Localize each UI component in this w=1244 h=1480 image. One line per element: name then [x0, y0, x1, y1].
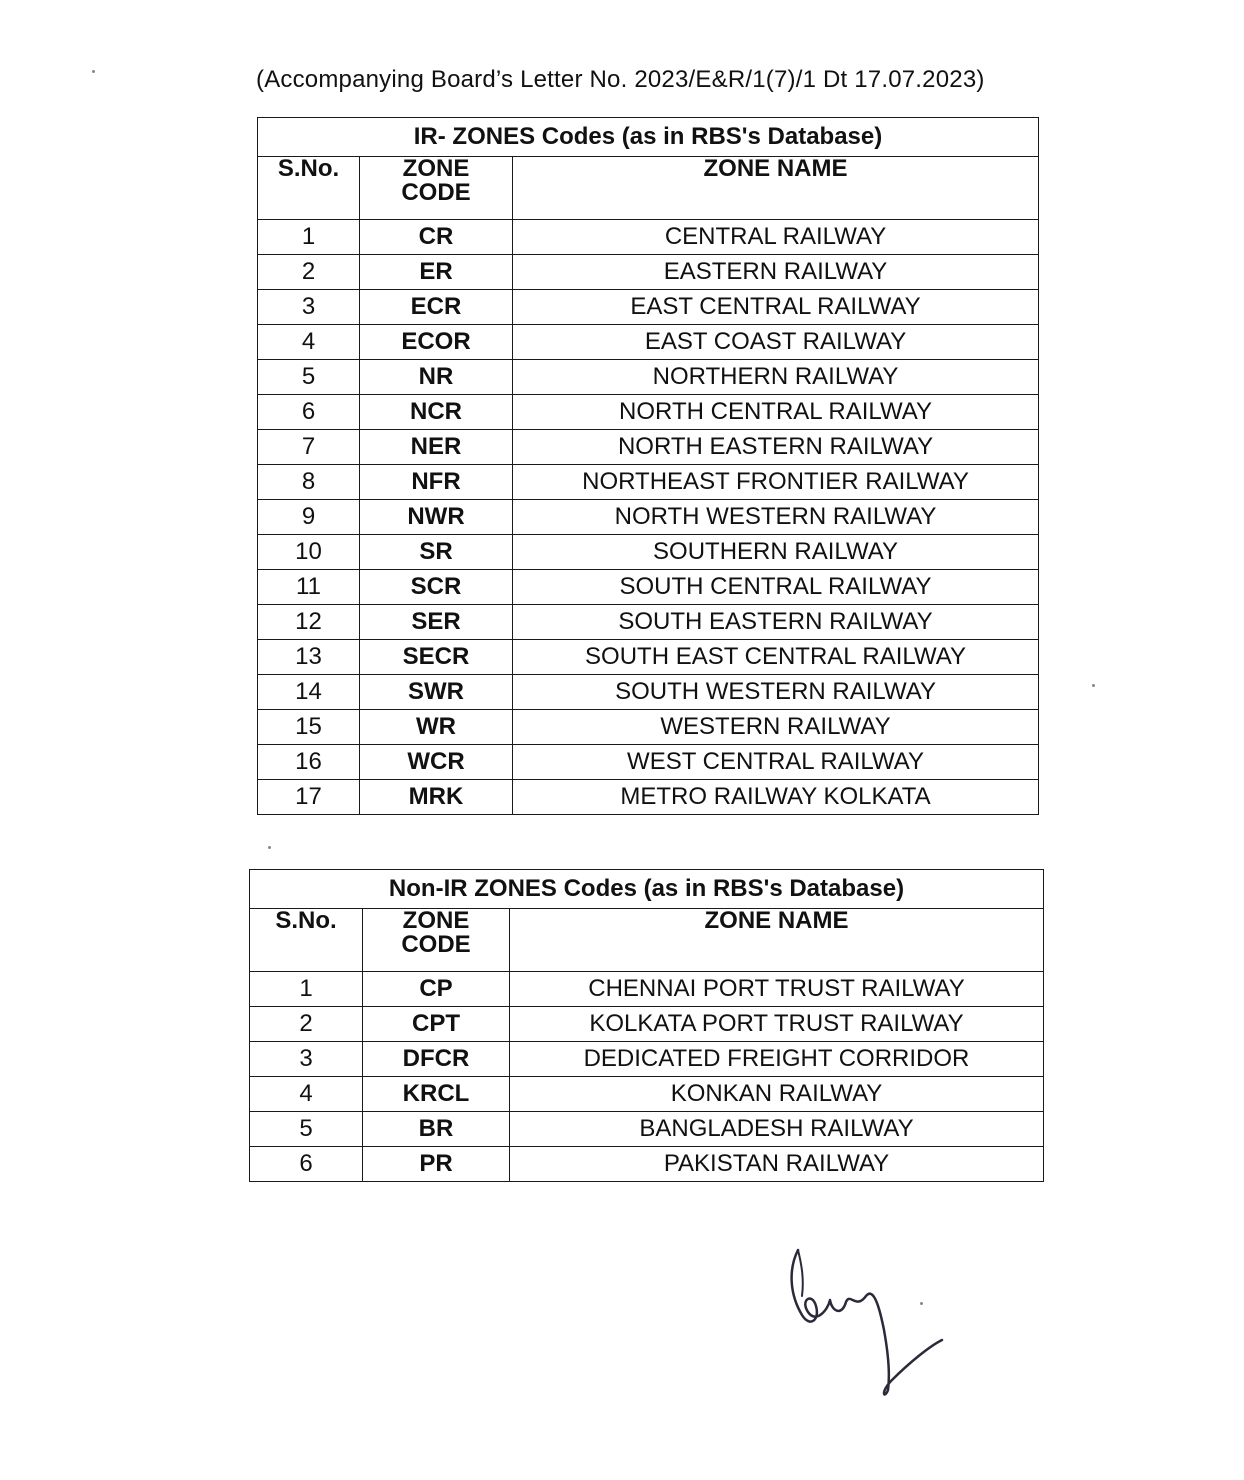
- zone-name-cell: SOUTHERN RAILWAY: [513, 535, 1039, 570]
- zone-name-header: ZONE NAME: [510, 909, 1044, 972]
- sno-cell: 7: [258, 430, 360, 465]
- zone-name-cell: EASTERN RAILWAY: [513, 255, 1039, 290]
- zone-code-header-line2: CODE: [401, 931, 471, 958]
- ir-zones-table: [257, 117, 1039, 815]
- ir-header-row: [258, 157, 1039, 220]
- zone-code-cell: DFCR: [363, 1042, 510, 1077]
- zone-name-cell: KOLKATA PORT TRUST RAILWAY: [510, 1007, 1044, 1042]
- sno-cell: 17: [258, 780, 360, 815]
- sno-cell: 6: [258, 395, 360, 430]
- zone-code-cell: NER: [360, 430, 513, 465]
- table-row: [250, 1077, 1044, 1112]
- zone-code-cell: WR: [360, 710, 513, 745]
- sno-cell: 5: [258, 360, 360, 395]
- zone-code-cell: CR: [360, 220, 513, 255]
- zone-code-cell: BR: [363, 1112, 510, 1147]
- zone-name-cell: CENTRAL RAILWAY: [513, 220, 1039, 255]
- zone-name-cell: KONKAN RAILWAY: [510, 1077, 1044, 1112]
- zone-name-cell: CHENNAI PORT TRUST RAILWAY: [510, 972, 1044, 1007]
- table-row: [258, 220, 1039, 255]
- zone-code-cell: CPT: [363, 1007, 510, 1042]
- table-row: [258, 430, 1039, 465]
- zone-code-cell: KRCL: [363, 1077, 510, 1112]
- sno-cell: 6: [250, 1147, 363, 1182]
- zone-name-cell: SOUTH CENTRAL RAILWAY: [513, 570, 1039, 605]
- zone-name-cell: WEST CENTRAL RAILWAY: [513, 745, 1039, 780]
- non-ir-zones-table: [249, 869, 1044, 1182]
- zone-code-header-line2: CODE: [401, 179, 471, 206]
- zone-code-cell: NFR: [360, 465, 513, 500]
- scan-speck: [1092, 684, 1095, 687]
- table-row: [258, 325, 1039, 360]
- sno-cell: 13: [258, 640, 360, 675]
- table-row: [258, 605, 1039, 640]
- zone-name-cell: NORTH WESTERN RAILWAY: [513, 500, 1039, 535]
- zone-code-cell: ECOR: [360, 325, 513, 360]
- sno-cell: 5: [250, 1112, 363, 1147]
- sno-cell: 3: [250, 1042, 363, 1077]
- table-row: [258, 465, 1039, 500]
- table-row: [250, 1147, 1044, 1182]
- zone-name-cell: SOUTH EAST CENTRAL RAILWAY: [513, 640, 1039, 675]
- zone-name-cell: EAST CENTRAL RAILWAY: [513, 290, 1039, 325]
- zone-name-cell: WESTERN RAILWAY: [513, 710, 1039, 745]
- zone-name-cell: EAST COAST RAILWAY: [513, 325, 1039, 360]
- sno-cell: 1: [258, 220, 360, 255]
- table-row: [258, 395, 1039, 430]
- sno-cell: 4: [250, 1077, 363, 1112]
- scan-speck: [268, 846, 271, 849]
- table-row: [258, 710, 1039, 745]
- zone-code-cell: NCR: [360, 395, 513, 430]
- sno-cell: 15: [258, 710, 360, 745]
- sno-cell: 12: [258, 605, 360, 640]
- zone-name-cell: SOUTH EASTERN RAILWAY: [513, 605, 1039, 640]
- table-row: [250, 1042, 1044, 1077]
- zone-name-cell: NORTHEAST FRONTIER RAILWAY: [513, 465, 1039, 500]
- sno-cell: 4: [258, 325, 360, 360]
- zone-name-header: ZONE NAME: [513, 157, 1039, 220]
- table-row: [258, 500, 1039, 535]
- sno-cell: 2: [258, 255, 360, 290]
- zone-code-cell: SWR: [360, 675, 513, 710]
- table-row: [250, 972, 1044, 1007]
- table-row: [250, 1007, 1044, 1042]
- zone-name-cell: NORTH CENTRAL RAILWAY: [513, 395, 1039, 430]
- sno-cell: 1: [250, 972, 363, 1007]
- handwritten-signature: [780, 1240, 960, 1410]
- zone-name-cell: SOUTH WESTERN RAILWAY: [513, 675, 1039, 710]
- sno-cell: 14: [258, 675, 360, 710]
- letter-reference: (Accompanying Board’s Letter No. 2023/E&R/1(7)/1 Dt 17.07.2023): [256, 66, 985, 93]
- zone-code-cell: WCR: [360, 745, 513, 780]
- sno-cell: 2: [250, 1007, 363, 1042]
- zone-code-header: [363, 909, 510, 972]
- table-row: [258, 535, 1039, 570]
- table-row: [258, 360, 1039, 395]
- sno-cell: 3: [258, 290, 360, 325]
- zone-code-cell: NR: [360, 360, 513, 395]
- zone-code-cell: ECR: [360, 290, 513, 325]
- ir-zones-title: IR- ZONES Codes (as in RBS's Database): [258, 118, 1039, 157]
- table-row: [250, 1112, 1044, 1147]
- sno-cell: 9: [258, 500, 360, 535]
- non-ir-header-row: [250, 909, 1044, 972]
- non-ir-zones-title: Non-IR ZONES Codes (as in RBS's Database): [250, 870, 1044, 909]
- zone-name-cell: PAKISTAN RAILWAY: [510, 1147, 1044, 1182]
- scan-speck: [92, 70, 95, 73]
- zone-code-header-line1: ZONE: [402, 155, 470, 182]
- sno-cell: 8: [258, 465, 360, 500]
- zone-code-cell: SECR: [360, 640, 513, 675]
- table-row: [258, 570, 1039, 605]
- sno-cell: 16: [258, 745, 360, 780]
- zone-name-cell: NORTH EASTERN RAILWAY: [513, 430, 1039, 465]
- zone-code-header-line1: ZONE: [402, 907, 470, 934]
- zone-code-cell: ER: [360, 255, 513, 290]
- zone-name-cell: METRO RAILWAY KOLKATA: [513, 780, 1039, 815]
- table-row: [258, 640, 1039, 675]
- zone-code-cell: SCR: [360, 570, 513, 605]
- zone-code-cell: SR: [360, 535, 513, 570]
- zone-code-cell: SER: [360, 605, 513, 640]
- zone-name-cell: BANGLADESH RAILWAY: [510, 1112, 1044, 1147]
- zone-code-header: [360, 157, 513, 220]
- table-row: [258, 745, 1039, 780]
- zone-code-cell: CP: [363, 972, 510, 1007]
- zone-code-cell: NWR: [360, 500, 513, 535]
- zone-name-cell: NORTHERN RAILWAY: [513, 360, 1039, 395]
- table-row: [258, 675, 1039, 710]
- sno-header: S.No.: [250, 909, 363, 972]
- table-row: [258, 780, 1039, 815]
- zone-name-cell: DEDICATED FREIGHT CORRIDOR: [510, 1042, 1044, 1077]
- sno-cell: 10: [258, 535, 360, 570]
- scan-speck: [920, 1302, 923, 1305]
- zone-code-cell: MRK: [360, 780, 513, 815]
- zone-code-cell: PR: [363, 1147, 510, 1182]
- table-row: [258, 290, 1039, 325]
- sno-header: S.No.: [258, 157, 360, 220]
- table-row: [258, 255, 1039, 290]
- sno-cell: 11: [258, 570, 360, 605]
